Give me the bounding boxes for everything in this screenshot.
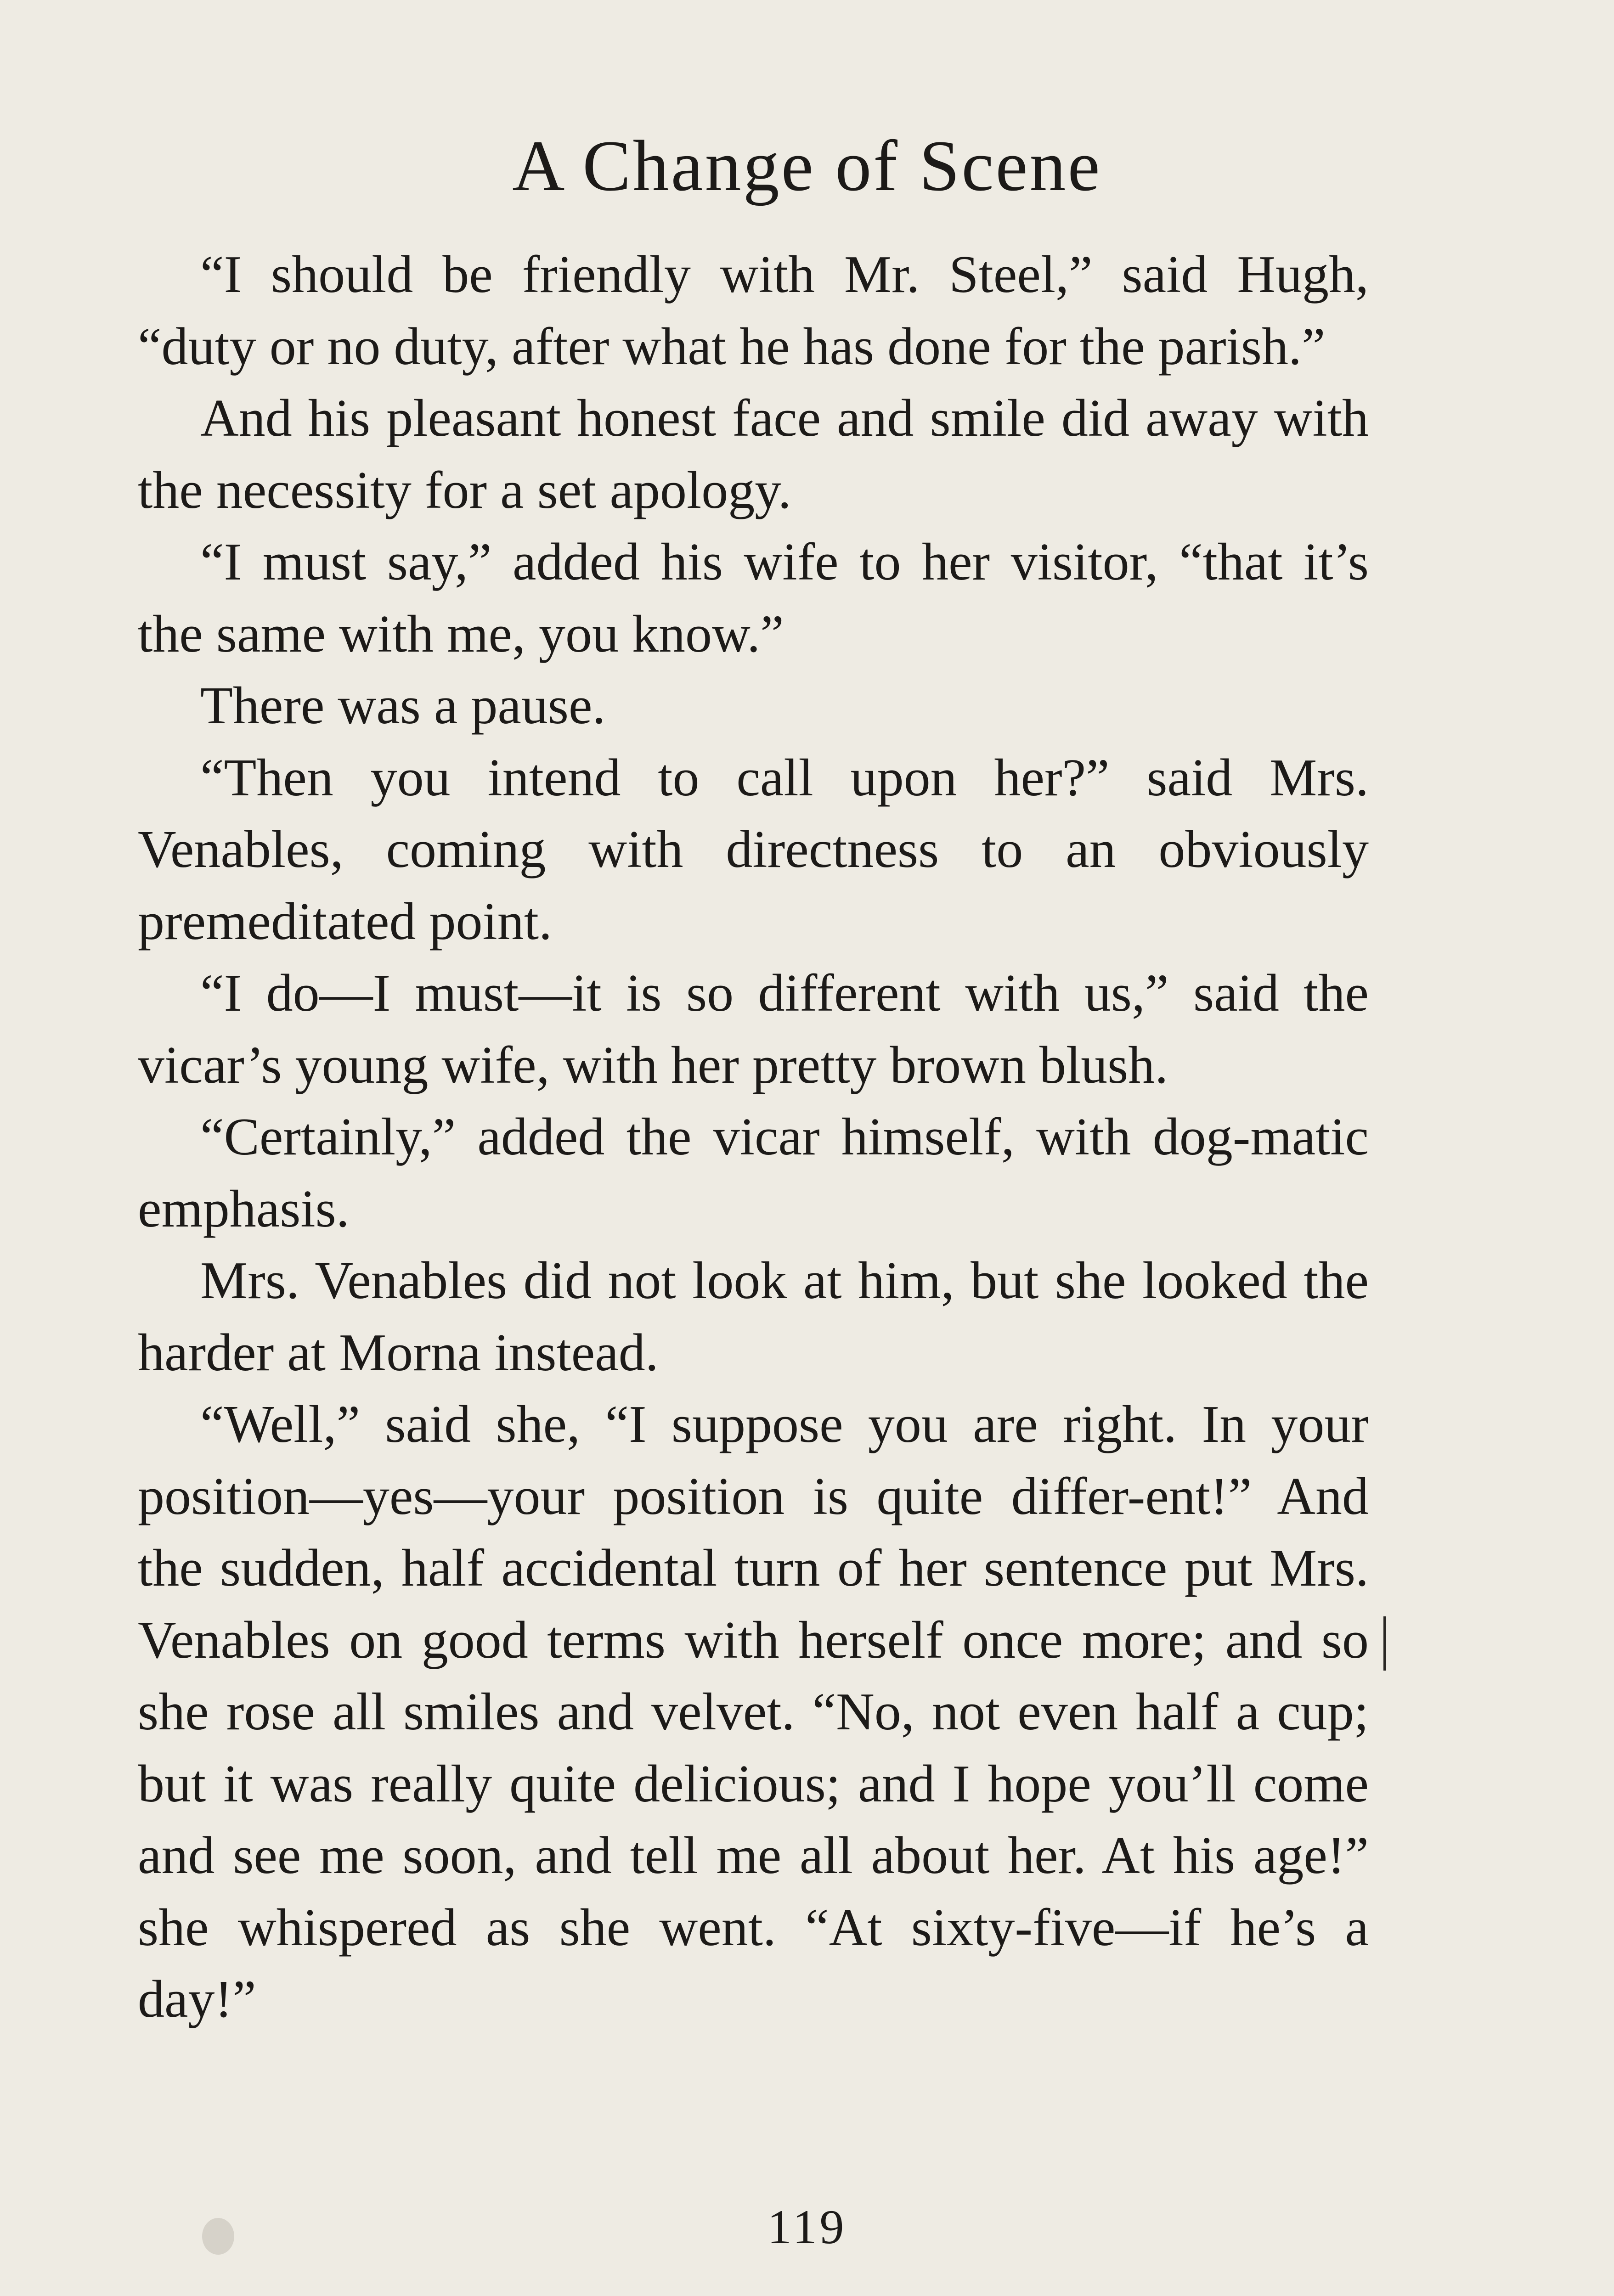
paragraph-2: And his pleasant honest face and smile did away with the necessity for a set apology. [138,389,1369,520]
paragraph-8: Mrs. Venables did not look at him, but she looked the harder at Morna instead. [138,1251,1369,1382]
paragraph-6: “I do—I must—it is so different with us,” said the vicar’s young wife, with her pretty brown blush. [138,964,1369,1095]
paragraph-3: “I must say,” added his wife to her visitor, “that it’s the same with me, you know.” [138,533,1369,664]
body-text [138,239,1369,2036]
paragraph-9: “Well,” said she, “I suppose you are right. In your position—yes—your position is quite differ-ent!” And the sudden, half accidental turn of her sentence put Mrs. Venables on good terms with herself once more; and so she rose all smiles and velvet. “No, not even half a cup; but it was really quite delicious; and I hope you’ll come and see me soon, and tell me all about her. At his age!” she whispered as she went. “At sixty-five—if he’s a day!” [138,1395,1369,2029]
running-head: A Change of Scene [512,126,1102,206]
margin-pencil-mark [1383,1616,1386,1671]
paragraph-7: “Certainly,” added the vicar himself, with dog-matic emphasis. [138,1108,1369,1238]
paragraph-4: There was a pause. [200,676,606,735]
page-number: 119 [767,2200,847,2254]
paragraph-5: “Then you intend to call upon her?” said Mrs. Venables, coming with directness to an obviously premeditated point. [138,748,1369,951]
paragraph-1: “I should be friendly with Mr. Steel,” said Hugh, “duty or no duty, after what he has done for the parish.” [138,245,1369,376]
